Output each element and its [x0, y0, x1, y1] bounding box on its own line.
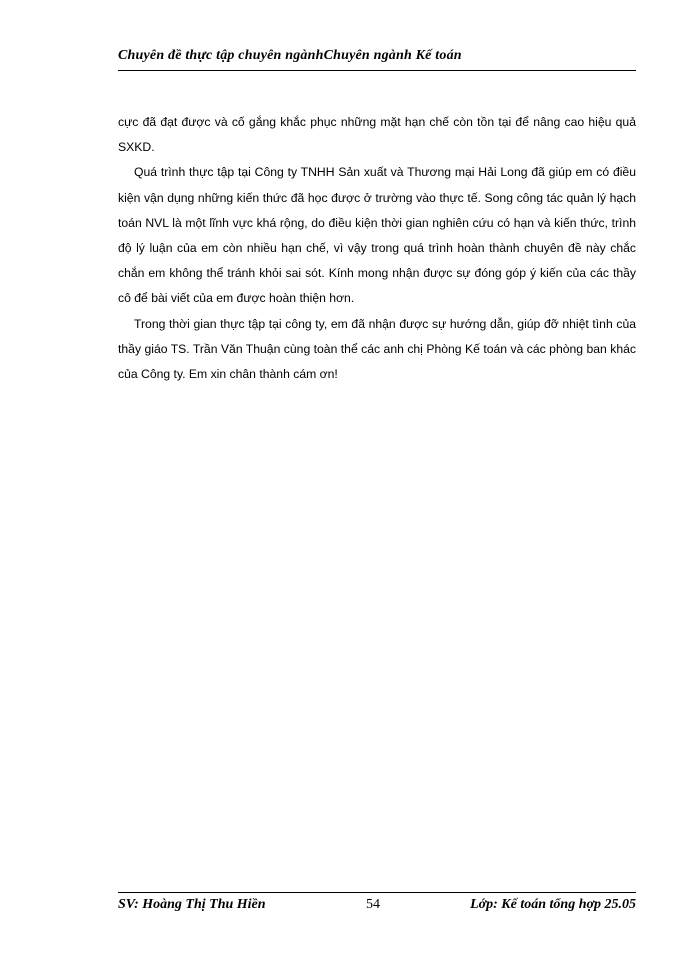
page-footer [118, 892, 636, 917]
footer-page-number: 54 [366, 897, 380, 912]
paragraph-internship: Quá trình thực tập tại Công ty TNHH Sản xuất và Thương mại Hải Long đã giúp em có điều kiện vận dụng những kiến thức đã học được ở trường vào thực tế. Song công tác quản lý hạch toán NVL là một lĩnh vực khá rộng, do điều kiện thời gian nghiên cứu có hạn và kiến thức, trình độ lý luận của em còn nhiều hạn chế, vì vậy trong quá trình hoàn thành chuyên đề này chắc chắn em không thể tránh khỏi sai sót. Kính mong nhận được sự đóng góp ý kiến của các thầy cô để bài viết của em được hoàn thiện hơn. [118, 165, 636, 306]
page-header [118, 46, 636, 71]
header-title: Chuyên đề thực tập chuyên ngànhChuyên ngành Kế toán [118, 48, 462, 63]
footer-class: Lớp: Kế toán tổng hợp 25.05 [470, 897, 636, 912]
footer-student-name: SV: Hoàng Thị Thu Hiền [118, 897, 266, 912]
document-body [118, 110, 636, 387]
paragraph-thanks: Trong thời gian thực tập tại công ty, em đã nhận được sự hướng dẫn, giúp đỡ nhiệt tình của thầy giáo TS. Trần Văn Thuận cùng toàn thể các anh chị Phòng Kế toán và các phòng ban khác của Công ty. Em xin chân thành cám ơn! [118, 316, 636, 382]
paragraph-continuation: cực đã đạt được và cố gắng khắc phục những mặt hạn chế còn tồn tại để nâng cao hiệu quả SXKD. [118, 115, 636, 155]
